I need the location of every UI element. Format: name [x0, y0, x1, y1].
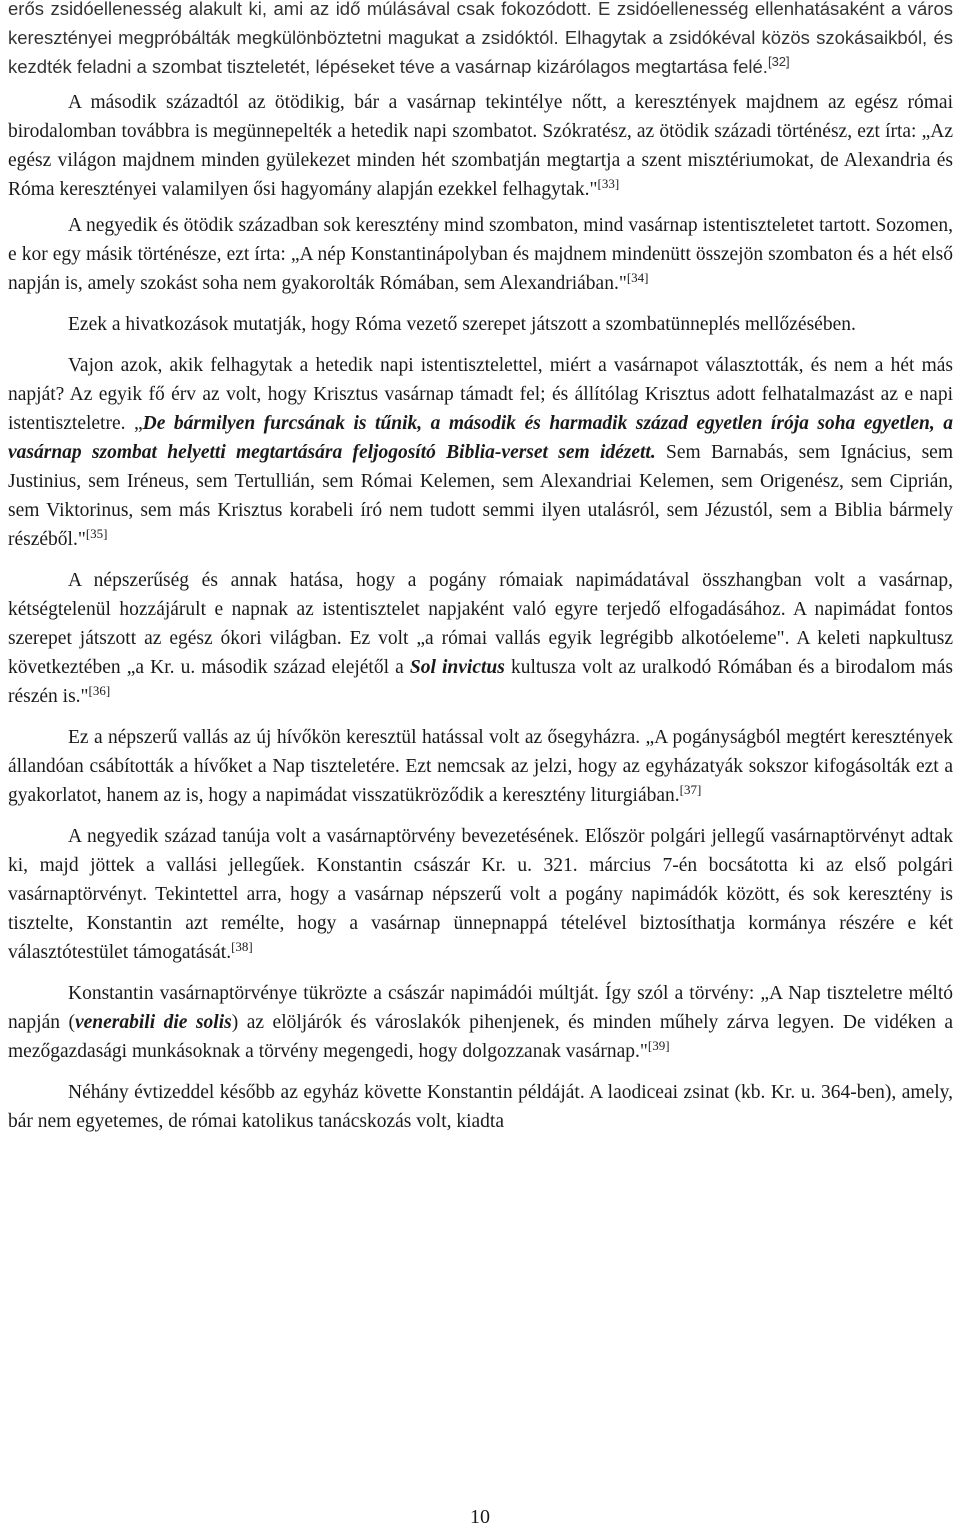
paragraph-5-text-a: Vajon azok, akik felhagytak a hetedik napi istentisztelettel, miért a vasárnapot választották, és nem a hét más napját? Az egyik fő érv az volt, hogy Krisztus vasárnap támadt fel; és állítólag Krisztus adott felhatalmazást az e napi istentiszteletre. „: [8, 355, 953, 434]
footnote-ref-32[interactable]: [32]: [767, 54, 790, 69]
paragraph-3: [8, 211, 953, 298]
footnote-ref-39[interactable]: [39]: [647, 1038, 670, 1053]
footnote-ref-36[interactable]: [36]: [88, 683, 111, 698]
paragraph-9-text-a: Konstantin vasárnaptörvénye tükrözte a császár napimádói múltját. Így szól a törvény: „A Nap tiszteletre méltó napján (: [8, 983, 953, 1033]
paragraph-4-text: Ezek a hivatkozások mutatják, hogy Róma vezető szerepet játszott a szombatünneplés mellőzésében.: [68, 314, 856, 335]
footnote-ref-34[interactable]: [34]: [626, 270, 649, 285]
paragraph-5: [8, 351, 953, 554]
paragraph-10-text: Néhány évtizeddel később az egyház követte Konstantin példáját. A laodiceai zsinat (kb. Kr. u. 364-ben), amely, bár nem egyetemes, de római katolikus tanácskozás volt, kiadta: [8, 1082, 953, 1132]
paragraph-8: [8, 822, 953, 967]
paragraph-6-text-a: A népszerűség és annak hatása, hogy a pogány rómaiak napimádatával összhangban volt a vasárnap, kétségtelenül hozzájárult e napnak az istentisztelet napjaként való egyre terjedő elfogadásához. A napimádat fontos szerepet játszott az egész ókori világban. Ez volt „a római vallás egyik legrégibb alkotóeleme". A keleti napkultusz következtében „a Kr. u. második század elejétől a: [8, 570, 953, 678]
footnote-ref-35[interactable]: [35]: [85, 526, 108, 541]
paragraph-5-text-b: Sem Barnabás, sem Ignácius, sem Justinius, sem Iréneus, sem Tertullián, sem Római Kelemen, sem Alexandriai Kelemen, sem Origenész, sem Ciprián, sem Viktorinus, sem más Krisztus korabeli író nem tudott semmi ilyen utalásról, sem Jézustól, sem a Biblia bármely részéből.": [8, 442, 953, 550]
paragraph-9-emphasis: venerabili die solis: [74, 1012, 232, 1033]
footnote-ref-38[interactable]: [38]: [231, 939, 253, 954]
paragraph-7-text: Ez a népszerű vallás az új hívőkön keresztül hatással volt az ősegyházra. „A pogányságból megtért keresztények állandóan csábították a hívőket a Nap tiszteletére. Ezt nemcsak az jelzi, hogy az egyházatyák sokszor kifogásolták ezt a gyakorlatot, hanem az is, hogy a napimádat visszatükröződik a keresztény liturgiában.: [8, 727, 953, 806]
paragraph-3-text: A negyedik és ötödik században sok keresztény mind szombaton, mind vasárnap istentiszteletet tartott. Sozomen, e kor egy másik történésze, ezt írta: „A nép Konstantinápolyban és majdnem mindenütt összejön szombaton és a hét első napján is, amely szokást soha nem gyakorolták Rómában, sem Alexandriában.": [8, 215, 953, 294]
paragraph-8-text: A negyedik század tanúja volt a vasárnaptörvény bevezetésének. Először polgári jellegű vasárnaptörvényt adtak ki, majd jöttek a vallási jellegűek. Konstantin császár Kr. u. 321. március 7-én bocsátotta ki az első polgári vasárnaptörvényt. Tekintettel arra, hogy a vasárnap népszerű volt a pogány napimádók között, és sok keresztény is tisztelte, Konstantin azt remélte, hogy a vasárnap ünnepnappá tételével biztosíthatja kormánya részére e két választótestület támogatását.: [8, 826, 953, 963]
paragraph-6-text-b: kultusza volt az uralkodó Rómában és a birodalom más részén is.": [8, 657, 953, 707]
paragraph-9-text-b: ) az elöljárók és városlakók pihenjenek, és minden műhely zárva legyen. De vidéken a mezőgazdasági munkásoknak a törvény megengedi, hogy dolgozzanak vasárnap.": [8, 1012, 953, 1062]
footnote-ref-37[interactable]: [37]: [679, 782, 702, 797]
footnote-ref-33[interactable]: [33]: [597, 176, 620, 191]
page-number: 10: [470, 1506, 490, 1528]
paragraph-6-emphasis: Sol invictus: [409, 657, 505, 678]
paragraph-2: [8, 88, 953, 204]
paragraph-10: [8, 1078, 953, 1136]
paragraph-4: [8, 310, 953, 339]
paragraph-1: [8, 0, 953, 81]
paragraph-9: [8, 979, 953, 1066]
paragraph-1-text: erős zsidóellenesség alakult ki, ami az idő múlásával csak fokozódott. E zsidóellenesség ellenhatásaként a város keresztényei megpróbálták megkülönböztetni magukat a zsidóktól. Elhagytak a zsidókéval közös szokásaikból, és kezdték feladni a szombat tiszteletét, lépéseket téve a vasárnap kizárólagos megtartása felé.: [8, 0, 953, 77]
paragraph-6: [8, 566, 953, 711]
paragraph-2-text: A második századtól az ötödikig, bár a vasárnap tekintélye nőtt, a keresztények majdnem az egész római birodalomban továbbra is megünnepelték a hetedik napi szombatot. Szókratész, az ötödik századi történész, ezt írta: „Az egész világon majdnem minden gyülekezet minden hét szombatján megtartja a szent misztériumokat, de Alexandria és Róma keresztényei valamilyen ősi hagyomány alapján ezekkel felhagytak.": [8, 92, 953, 200]
paragraph-5-emphasis: De bármilyen furcsának is tűnik, a második és harmadik század egyetlen írója soha egyetlen, a vasárnap szombat helyetti megtartására feljogosító Biblia-verset sem idézett.: [8, 413, 953, 463]
paragraph-7: [8, 723, 953, 810]
